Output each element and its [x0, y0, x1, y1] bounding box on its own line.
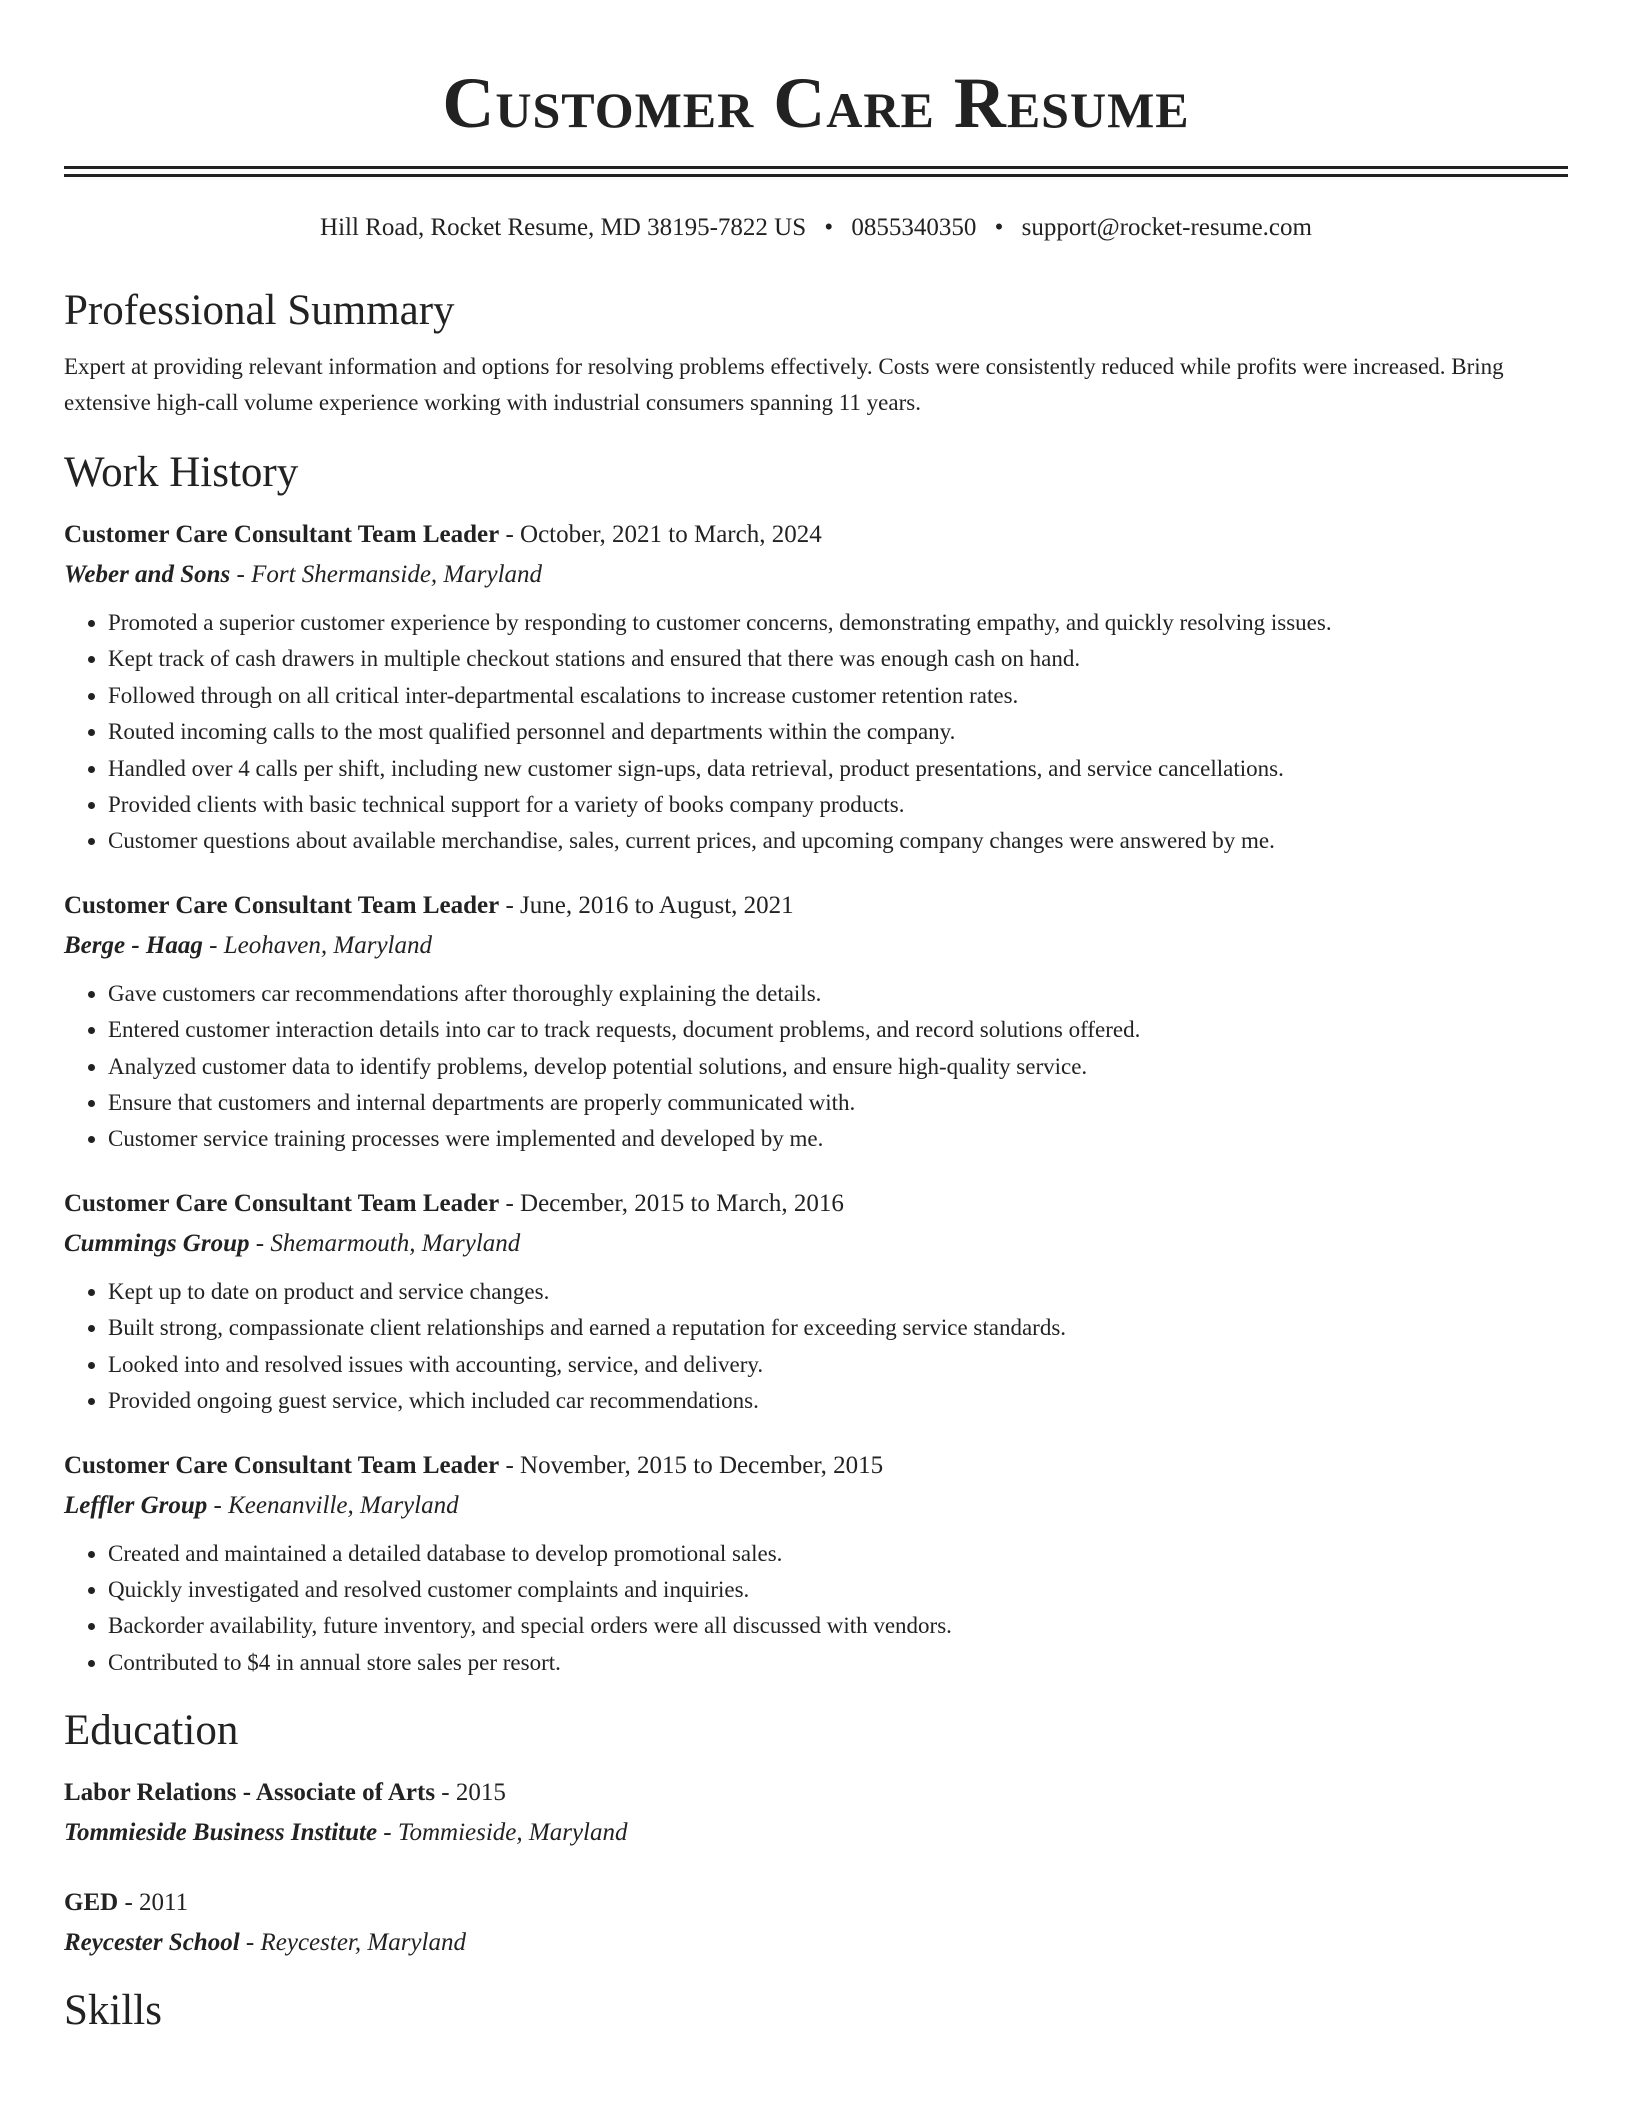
summary-heading: Professional Summary	[64, 287, 455, 334]
job-bullet: • Provided clients with basic technical support for a variety of books company products.	[108, 787, 1568, 823]
job-location: - Keenanville, Maryland	[207, 1491, 459, 1519]
education-entry	[64, 1773, 1568, 1853]
job-bullet: • Promoted a superior customer experience by responding to customer concerns, demonstrating empathy, and quickly resolving issues.	[108, 605, 1568, 641]
job-bullet: • Handled over 4 calls per shift, including new customer sign-ups, data retrieval, product presentations, and service cancellations.	[108, 751, 1568, 787]
job-bullet: • Contributed to $4 in annual store sales per resort.	[108, 1645, 1568, 1681]
contact-separator: •	[824, 214, 834, 241]
education-year: - 2015	[435, 1779, 506, 1807]
job-bullet: • Entered customer interaction details into car to track requests, document problems, and record solutions offered.	[108, 1012, 1568, 1048]
job-bullet: • Looked into and resolved issues with accounting, service, and delivery.	[108, 1347, 1568, 1383]
job-title-line	[64, 886, 1568, 926]
job-bullet: • Ensure that customers and internal departments are properly communicated with.	[108, 1085, 1568, 1121]
title-double-rule	[64, 166, 1568, 177]
job-bullets	[64, 605, 1568, 860]
job-role: Customer Care Consultant Team Leader	[64, 1189, 500, 1217]
job-company-line	[64, 1486, 1568, 1526]
job-role: Customer Care Consultant Team Leader	[64, 1451, 500, 1479]
education-school: Tommieside Business Institute	[64, 1819, 378, 1847]
job-dates: - December, 2015 to March, 2016	[499, 1189, 844, 1217]
job-bullet: • Routed incoming calls to the most qualified personnel and departments within the company.	[108, 714, 1568, 750]
job-dates: - November, 2015 to December, 2015	[499, 1451, 884, 1479]
job-bullet: • Followed through on all critical inter-departmental escalations to increase customer retention rates.	[108, 678, 1568, 714]
contact-line	[64, 211, 1568, 245]
job-role: Customer Care Consultant Team Leader	[64, 891, 500, 919]
skills-heading: Skills	[64, 1987, 162, 2035]
education-school-line	[64, 1813, 1568, 1853]
education-degree-line	[64, 1883, 1568, 1923]
job-bullet: • Backorder availability, future inventory, and special orders were all discussed with vendors.	[108, 1608, 1568, 1644]
job-company-line	[64, 926, 1568, 966]
job-entry	[64, 1446, 1568, 1682]
job-bullet: • Provided ongoing guest service, which included car recommendations.	[108, 1383, 1568, 1419]
contact-address: Hill Road, Rocket Resume, MD 38195-7822 US	[320, 214, 807, 241]
job-title-line	[64, 515, 1568, 555]
job-company: Leffler Group	[64, 1491, 208, 1519]
job-bullet: • Analyzed customer data to identify problems, develop potential solutions, and ensure high-quality service.	[108, 1049, 1568, 1085]
education-school-line	[64, 1923, 1568, 1963]
education-entry	[64, 1883, 1568, 1963]
job-bullet: • Created and maintained a detailed database to develop promotional sales.	[108, 1536, 1568, 1572]
job-title-line	[64, 1184, 1568, 1224]
job-location: - Leohaven, Maryland	[202, 931, 432, 959]
education-location: - Tommieside, Maryland	[377, 1819, 628, 1847]
job-bullets	[64, 976, 1568, 1158]
job-role: Customer Care Consultant Team Leader	[64, 521, 500, 548]
job-bullet: • Built strong, compassionate client relationships and earned a reputation for exceeding service standards.	[108, 1310, 1568, 1346]
job-bullet: • Kept track of cash drawers in multiple checkout stations and ensured that there was enough cash on hand.	[108, 641, 1568, 677]
job-title-line	[64, 1446, 1568, 1486]
job-company-line	[64, 555, 1568, 595]
education-degree: GED	[64, 1889, 119, 1917]
job-location: - Shemarmouth, Maryland	[249, 1229, 521, 1257]
education-degree-line	[64, 1773, 1568, 1813]
contact-email: support@rocket-resume.com	[1021, 214, 1312, 241]
job-bullet: • Customer service training processes were implemented and developed by me.	[108, 1121, 1568, 1157]
job-location: - Fort Shermanside, Maryland	[230, 561, 543, 588]
education-year: - 2011	[118, 1889, 189, 1917]
education-location: - Reycester, Maryland	[239, 1929, 466, 1957]
resume-title: Customer Care Resume	[442, 63, 1190, 143]
summary-text: Expert at providing relevant information and options for resolving problems effectively. Costs were consistently reduced while profits were increased. Bring extensive high-call volume experience working with industrial consumers spanning 11 years.	[64, 354, 1504, 415]
job-bullet: • Gave customers car recommendations after thoroughly explaining the details.	[108, 976, 1568, 1012]
job-entry	[64, 1184, 1568, 1420]
job-entry	[64, 886, 1568, 1158]
job-entry	[64, 515, 1568, 860]
education-heading: Education	[64, 1707, 239, 1755]
job-bullet: • Quickly investigated and resolved customer complaints and inquiries.	[108, 1572, 1568, 1608]
job-bullet: • Customer questions about available merchandise, sales, current prices, and upcoming company changes were answered by me.	[108, 823, 1568, 859]
education-degree: Labor Relations - Associate of Arts	[64, 1779, 436, 1807]
job-company: Weber and Sons	[64, 561, 231, 588]
job-dates: - June, 2016 to August, 2021	[499, 891, 794, 919]
job-company: Berge - Haag	[64, 931, 203, 959]
job-bullets	[64, 1536, 1568, 1682]
job-bullets	[64, 1274, 1568, 1420]
job-company: Cummings Group	[64, 1229, 250, 1257]
job-dates: - October, 2021 to March, 2024	[499, 521, 822, 548]
contact-separator: •	[994, 214, 1004, 241]
job-bullet: • Kept up to date on product and service changes.	[108, 1274, 1568, 1310]
work-history-heading: Work History	[64, 449, 299, 496]
job-company-line	[64, 1224, 1568, 1264]
education-school: Reycester School	[64, 1929, 240, 1957]
contact-phone: 0855340350	[851, 214, 977, 241]
